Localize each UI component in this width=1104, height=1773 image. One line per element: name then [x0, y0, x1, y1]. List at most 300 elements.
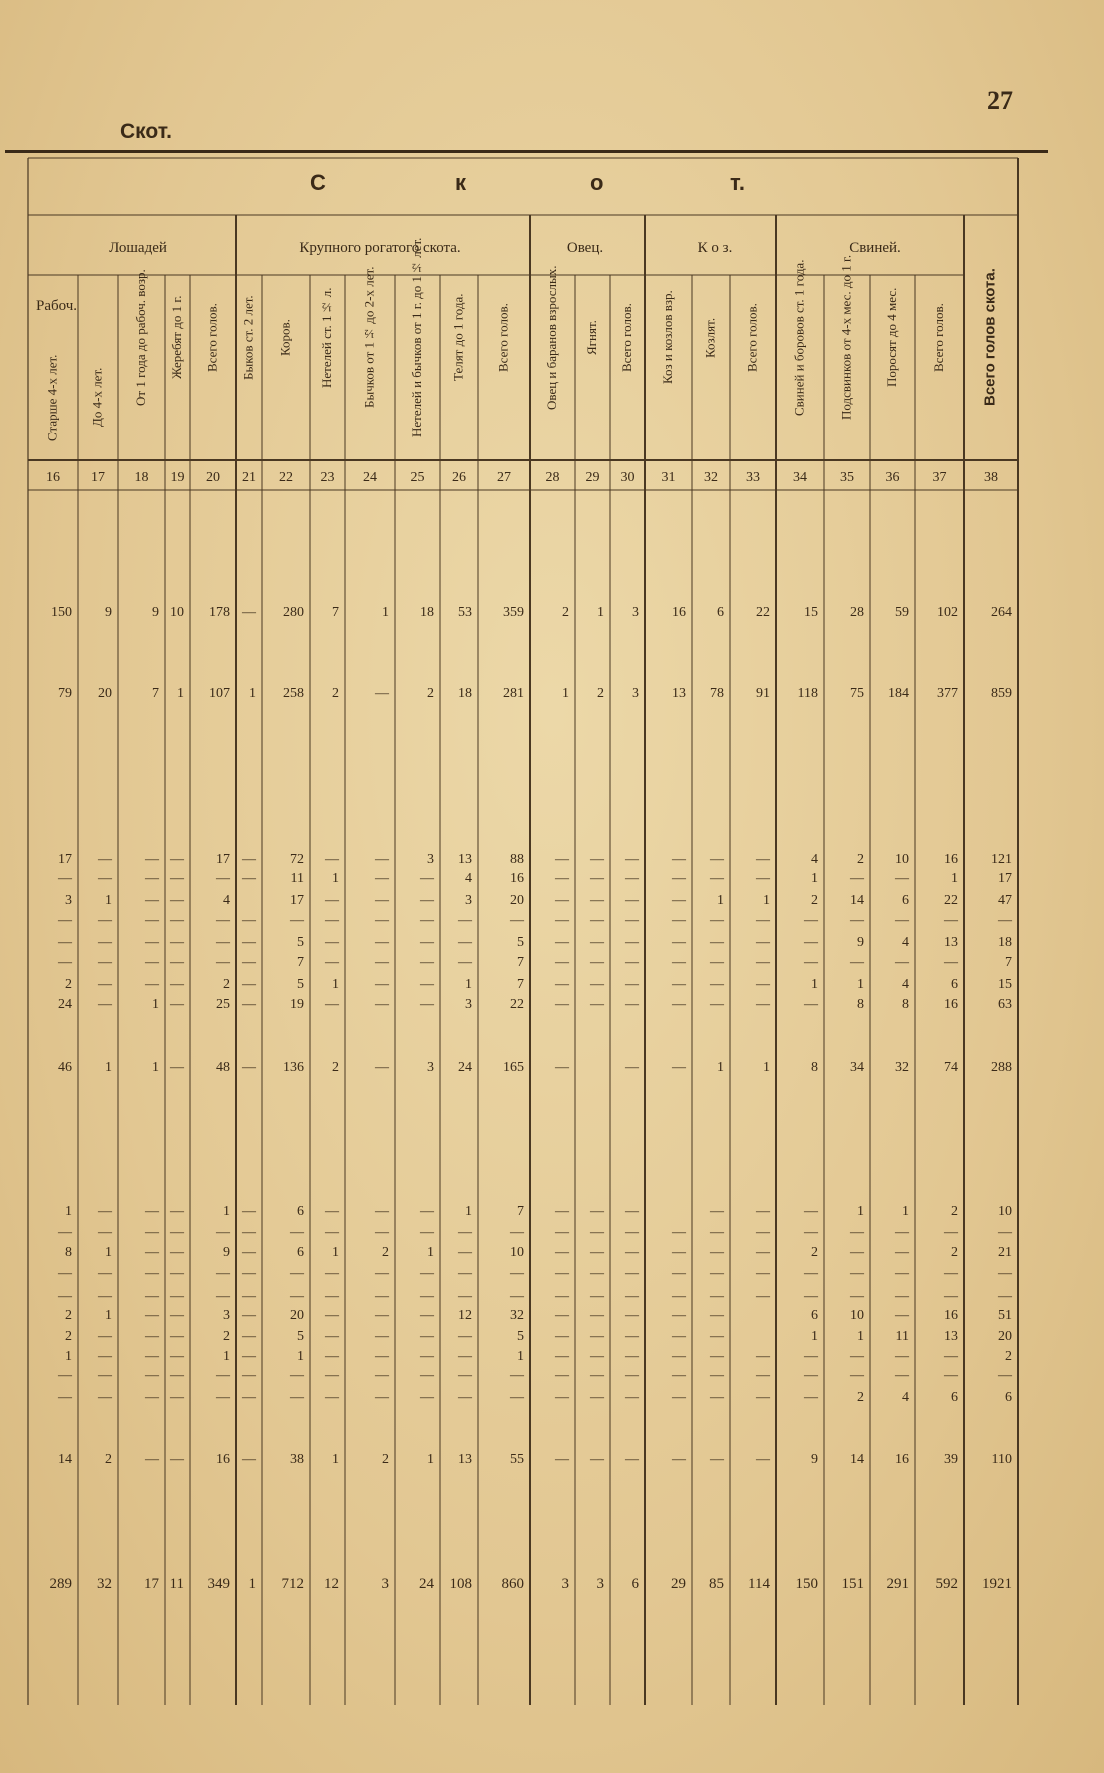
- table-cell: —: [756, 1368, 770, 1383]
- table-cell: —: [944, 1349, 958, 1364]
- table-cell: —: [145, 871, 159, 886]
- table-cell: 4: [902, 977, 909, 992]
- table-cell: 1: [332, 1245, 339, 1260]
- table-cell: —: [242, 1289, 256, 1304]
- column-header: Коров.: [277, 319, 293, 356]
- table-cell: 6: [902, 893, 909, 908]
- table-cell: —: [98, 1266, 112, 1281]
- table-cell: —: [420, 1289, 434, 1304]
- table-cell: —: [325, 1204, 339, 1219]
- table-cell: 1: [332, 977, 339, 992]
- table-cell: —: [710, 1368, 724, 1383]
- table-cell: 2: [427, 686, 434, 701]
- table-cell: 2: [951, 1245, 958, 1260]
- table-cell: 860: [501, 1576, 524, 1592]
- table-cell: —: [756, 1245, 770, 1260]
- table-cell: —: [756, 1289, 770, 1304]
- table-cell: 38: [290, 1452, 304, 1467]
- table-cell: —: [145, 1452, 159, 1467]
- column-header: До 4-х лет.: [89, 367, 105, 428]
- table-cell: —: [98, 1225, 112, 1240]
- table-cell: —: [590, 1452, 604, 1467]
- table-cell: 1: [763, 893, 770, 908]
- table-cell: 2: [1005, 1349, 1012, 1364]
- column-number: 35: [840, 470, 854, 485]
- table-cell: —: [895, 1245, 909, 1260]
- table-cell: —: [325, 852, 339, 867]
- table-cell: —: [625, 1266, 639, 1281]
- table-cell: —: [242, 1452, 256, 1467]
- table-cell: 280: [283, 605, 304, 620]
- table-cell: 9: [857, 935, 864, 950]
- table-cell: —: [710, 1204, 724, 1219]
- table-cell: 9: [152, 605, 159, 620]
- table-cell: —: [458, 1266, 472, 1281]
- table-cell: 151: [841, 1576, 864, 1592]
- table-cell: —: [998, 1266, 1012, 1281]
- table-cell: —: [170, 1390, 184, 1405]
- table-cell: —: [510, 913, 524, 928]
- table-cell: —: [672, 977, 686, 992]
- table-cell: —: [944, 1266, 958, 1281]
- table-cell: 79: [58, 686, 72, 701]
- table-cell: —: [555, 1329, 569, 1344]
- table-cell: 6: [951, 1390, 958, 1405]
- table-cell: 21: [998, 1245, 1012, 1260]
- table-cell: —: [375, 1349, 389, 1364]
- table-cell: 291: [886, 1576, 909, 1592]
- table-cell: 16: [672, 605, 686, 620]
- table-cell: —: [242, 935, 256, 950]
- table-cell: —: [850, 1349, 864, 1364]
- table-cell: —: [290, 1390, 304, 1405]
- table-cell: —: [216, 913, 230, 928]
- table-cell: 10: [510, 1245, 524, 1260]
- table-cell: —: [145, 1204, 159, 1219]
- column-header: Подсвинков от 4-х мес. до 1 г.: [838, 254, 854, 421]
- table-cell: 1: [857, 1204, 864, 1219]
- table-cell: —: [420, 1225, 434, 1240]
- table-cell: 178: [209, 605, 230, 620]
- table-cell: —: [672, 1308, 686, 1323]
- column-number: 22: [279, 470, 293, 485]
- table-cell: 17: [58, 852, 72, 867]
- table-cell: —: [804, 1390, 818, 1405]
- table-cell: —: [325, 1368, 339, 1383]
- table-cell: —: [672, 1368, 686, 1383]
- table-cell: —: [672, 935, 686, 950]
- table-cell: —: [590, 1329, 604, 1344]
- table-cell: 7: [517, 955, 524, 970]
- table-cell: 1: [465, 1204, 472, 1219]
- table-cell: 9: [223, 1245, 230, 1260]
- table-cell: —: [510, 1225, 524, 1240]
- table-cell: —: [944, 913, 958, 928]
- table-cell: 1: [105, 893, 112, 908]
- table-cell: —: [170, 955, 184, 970]
- table-cell: —: [420, 1204, 434, 1219]
- table-cell: —: [145, 1289, 159, 1304]
- table-cell: 1: [177, 686, 184, 701]
- column-number: 34: [793, 470, 807, 485]
- table-cell: —: [98, 1204, 112, 1219]
- table-cell: 2: [811, 893, 818, 908]
- table-cell: —: [625, 1289, 639, 1304]
- table-cell: 16: [944, 997, 958, 1012]
- table-cell: 10: [895, 852, 909, 867]
- table-cell: 1: [297, 1349, 304, 1364]
- table-cell: —: [555, 852, 569, 867]
- table-cell: —: [625, 852, 639, 867]
- table-cell: 6: [717, 605, 724, 620]
- table-cell: —: [756, 852, 770, 867]
- table-cell: 46: [58, 1060, 72, 1075]
- table-cell: —: [710, 1329, 724, 1344]
- column-header: Ягнят.: [584, 320, 600, 355]
- table-cell: —: [170, 1289, 184, 1304]
- table-cell: —: [850, 1225, 864, 1240]
- table-cell: —: [555, 1390, 569, 1405]
- table-cell: 1: [249, 686, 256, 701]
- table-cell: —: [625, 1452, 639, 1467]
- table-cell: —: [458, 913, 472, 928]
- table-cell: —: [555, 997, 569, 1012]
- table-cell: 8: [857, 997, 864, 1012]
- column-header: Козлят.: [702, 317, 718, 358]
- table-cell: —: [895, 1289, 909, 1304]
- table-cell: —: [170, 1329, 184, 1344]
- column-number: 32: [704, 470, 718, 485]
- table-cell: 5: [297, 935, 304, 950]
- table-cell: 859: [991, 686, 1012, 701]
- column-number: 31: [661, 470, 676, 485]
- table-cell: 24: [419, 1576, 434, 1592]
- table-cell: —: [242, 997, 256, 1012]
- table-cell: —: [242, 977, 256, 992]
- table-cell: 2: [332, 686, 339, 701]
- table-cell: 7: [152, 686, 159, 701]
- table-cell: —: [58, 1266, 72, 1281]
- table-cell: 14: [58, 1452, 72, 1467]
- table-cell: 1: [811, 871, 818, 886]
- table-cell: 150: [51, 605, 72, 620]
- table-cell: 108: [449, 1576, 472, 1592]
- table-cell: —: [590, 1368, 604, 1383]
- table-cell: 1: [811, 977, 818, 992]
- column-number: 17: [91, 470, 105, 485]
- table-cell: 3: [465, 893, 472, 908]
- table-cell: —: [170, 1266, 184, 1281]
- table-cell: —: [895, 1225, 909, 1240]
- table-cell: 3: [596, 1576, 604, 1592]
- table-cell: 1: [857, 977, 864, 992]
- table-cell: —: [804, 1225, 818, 1240]
- column-header: От 1 года до рабоч. возр.: [133, 269, 149, 406]
- table-cell: 6: [811, 1308, 818, 1323]
- table-cell: 11: [169, 1576, 184, 1592]
- table-cell: 281: [503, 686, 524, 701]
- table-cell: 16: [216, 1452, 230, 1467]
- table-cell: 22: [756, 605, 770, 620]
- table-cell: —: [590, 1308, 604, 1323]
- table-cell: —: [590, 1349, 604, 1364]
- table-cell: —: [242, 1308, 256, 1323]
- table-cell: —: [458, 1329, 472, 1344]
- table-cell: 2: [223, 977, 230, 992]
- table-cell: —: [242, 852, 256, 867]
- table-cell: —: [590, 1204, 604, 1219]
- group-header-goats: К о з.: [697, 240, 733, 256]
- table-cell: 20: [98, 686, 112, 701]
- table-cell: 3: [632, 605, 639, 620]
- table-cell: —: [804, 1349, 818, 1364]
- table-cell: 2: [65, 977, 72, 992]
- table-cell: 258: [283, 686, 304, 701]
- table-cell: 6: [631, 1576, 639, 1592]
- table-cell: —: [672, 1452, 686, 1467]
- table-cell: 24: [458, 1060, 472, 1075]
- table-cell: —: [625, 1245, 639, 1260]
- table-cell: —: [756, 1349, 770, 1364]
- table-cell: —: [590, 913, 604, 928]
- table-cell: 102: [937, 605, 958, 620]
- table-cell: —: [555, 935, 569, 950]
- table-cell: —: [170, 871, 184, 886]
- table-cell: —: [756, 1452, 770, 1467]
- table-cell: —: [58, 1390, 72, 1405]
- table-cell: —: [170, 1204, 184, 1219]
- table-cell: 32: [895, 1060, 909, 1075]
- column-header: Всего голов.: [619, 303, 635, 372]
- table-cell: 20: [510, 893, 524, 908]
- column-number: 28: [545, 470, 560, 485]
- table-cell: —: [375, 1308, 389, 1323]
- table-cell: 114: [748, 1576, 770, 1592]
- table-cell: 1: [105, 1060, 112, 1075]
- table-cell: 11: [290, 871, 304, 886]
- table-cell: —: [804, 935, 818, 950]
- table-cell: —: [420, 1368, 434, 1383]
- table-cell: —: [555, 1204, 569, 1219]
- table-cell: —: [375, 871, 389, 886]
- table-cell: —: [590, 977, 604, 992]
- table-cell: —: [625, 1349, 639, 1364]
- table-cell: 1: [717, 1060, 724, 1075]
- table-cell: —: [850, 1266, 864, 1281]
- table-cell: —: [804, 1266, 818, 1281]
- table-cell: —: [998, 1289, 1012, 1304]
- table-cell: 12: [324, 1576, 339, 1592]
- table-cell: —: [672, 893, 686, 908]
- table-cell: —: [458, 1368, 472, 1383]
- table-cell: —: [804, 1204, 818, 1219]
- table-cell: 1: [223, 1349, 230, 1364]
- table-cell: 3: [427, 852, 434, 867]
- table-cell: 2: [562, 605, 569, 620]
- table-cell: —: [420, 997, 434, 1012]
- table-cell: —: [555, 1349, 569, 1364]
- table-cell: 2: [223, 1329, 230, 1344]
- table-cell: —: [710, 1308, 724, 1323]
- table-cell: 53: [458, 605, 472, 620]
- table-cell: —: [325, 913, 339, 928]
- table-cell: —: [850, 1368, 864, 1383]
- table-cell: —: [510, 1368, 524, 1383]
- table-cell: —: [510, 1266, 524, 1281]
- table-cell: —: [555, 1245, 569, 1260]
- column-header: Жеребят до 1 г.: [169, 295, 185, 380]
- column-number: 33: [746, 470, 760, 485]
- table-cell: —: [672, 1390, 686, 1405]
- table-cell: 1: [332, 871, 339, 886]
- table-cell: —: [98, 935, 112, 950]
- table-cell: 4: [902, 1390, 909, 1405]
- table-cell: 13: [944, 1329, 958, 1344]
- table-cell: 28: [850, 605, 864, 620]
- table-cell: —: [420, 935, 434, 950]
- table-cell: —: [710, 1390, 724, 1405]
- column-header: Бычков от 1½ до 2-х лет.: [361, 266, 377, 409]
- table-cell: —: [590, 871, 604, 886]
- table-cell: —: [710, 1452, 724, 1467]
- table-cell: —: [58, 913, 72, 928]
- table-cell: 6: [297, 1204, 304, 1219]
- table-cell: 16: [944, 1308, 958, 1323]
- table-cell: —: [895, 955, 909, 970]
- table-cell: 48: [216, 1060, 230, 1075]
- section-title: Скот.: [120, 120, 172, 143]
- table-cell: 1: [562, 686, 569, 701]
- table-cell: —: [98, 955, 112, 970]
- table-cell: 2: [811, 1245, 818, 1260]
- table-cell: —: [710, 997, 724, 1012]
- table-cell: —: [242, 1349, 256, 1364]
- table-cell: —: [290, 1368, 304, 1383]
- table-cell: 7: [1005, 955, 1012, 970]
- column-header: Всего голов.: [495, 303, 511, 372]
- table-cell: —: [170, 1225, 184, 1240]
- table-cell: —: [590, 1245, 604, 1260]
- table-cell: —: [242, 1245, 256, 1260]
- table-cell: —: [170, 913, 184, 928]
- table-cell: —: [170, 977, 184, 992]
- table-cell: 1: [105, 1308, 112, 1323]
- title-letter: т.: [730, 170, 745, 195]
- table-cell: 1: [223, 1204, 230, 1219]
- table-cell: 110: [991, 1452, 1012, 1467]
- column-header: Телят до 1 года.: [450, 293, 466, 382]
- table-cell: —: [625, 1225, 639, 1240]
- title-letter: к: [455, 170, 467, 195]
- table-cell: —: [375, 935, 389, 950]
- table-cell: —: [555, 1368, 569, 1383]
- table-cell: —: [555, 1289, 569, 1304]
- table-cell: 1: [857, 1329, 864, 1344]
- table-cell: —: [458, 1349, 472, 1364]
- table-cell: 9: [811, 1452, 818, 1467]
- table-cell: 7: [517, 1204, 524, 1219]
- table-cell: 78: [710, 686, 724, 701]
- column-header: Всего голов.: [931, 303, 947, 372]
- table-cell: —: [710, 977, 724, 992]
- table-cell: —: [625, 1308, 639, 1323]
- table-cell: —: [325, 893, 339, 908]
- table-cell: —: [710, 871, 724, 886]
- table-cell: —: [375, 1368, 389, 1383]
- table-cell: —: [804, 1289, 818, 1304]
- table-cell: —: [375, 1204, 389, 1219]
- table-cell: —: [170, 1368, 184, 1383]
- table-cell: 349: [207, 1576, 230, 1592]
- table-cell: 51: [998, 1308, 1012, 1323]
- table-cell: —: [895, 913, 909, 928]
- table-cell: —: [590, 955, 604, 970]
- column-number: 30: [620, 470, 635, 485]
- table-cell: 6: [297, 1245, 304, 1260]
- table-cell: —: [98, 997, 112, 1012]
- table-cell: —: [242, 1329, 256, 1344]
- table-cell: —: [58, 1225, 72, 1240]
- table-cell: —: [672, 913, 686, 928]
- table-cell: —: [672, 871, 686, 886]
- table-cell: —: [625, 955, 639, 970]
- table-cell: 592: [935, 1576, 958, 1592]
- table-cell: 32: [510, 1308, 524, 1323]
- table-cell: —: [170, 1452, 184, 1467]
- table-cell: 5: [297, 977, 304, 992]
- table-cell: 55: [510, 1452, 524, 1467]
- table-cell: 6: [1005, 1390, 1012, 1405]
- table-cell: 14: [850, 893, 864, 908]
- table-cell: —: [944, 1289, 958, 1304]
- table-cell: 34: [850, 1060, 864, 1075]
- table-cell: 17: [216, 852, 230, 867]
- table-cell: 4: [902, 935, 909, 950]
- table-cell: 264: [991, 605, 1012, 620]
- group-header-pigs: Свиней.: [849, 240, 901, 256]
- table-cell: —: [420, 913, 434, 928]
- table-cell: —: [375, 913, 389, 928]
- table-cell: 3: [223, 1308, 230, 1323]
- table-cell: 121: [991, 852, 1012, 867]
- table-cell: 39: [944, 1452, 958, 1467]
- title-letter: С: [310, 170, 326, 195]
- table-cell: —: [420, 871, 434, 886]
- table-cell: 1: [517, 1349, 524, 1364]
- table-cell: 1: [717, 893, 724, 908]
- table-cell: —: [145, 955, 159, 970]
- table-cell: —: [555, 1060, 569, 1075]
- table-cell: —: [625, 893, 639, 908]
- table-cell: 88: [510, 852, 524, 867]
- table-cell: —: [458, 1289, 472, 1304]
- table-cell: —: [756, 1225, 770, 1240]
- table-cell: —: [710, 1266, 724, 1281]
- table-cell: —: [555, 1266, 569, 1281]
- column-header: Быков ст. 2 лет.: [240, 295, 256, 380]
- table-cell: —: [375, 997, 389, 1012]
- table-cell: 136: [283, 1060, 304, 1075]
- column-header: Всего голов.: [744, 303, 760, 372]
- table-cell: —: [756, 913, 770, 928]
- table-cell: 1: [382, 605, 389, 620]
- table-cell: 11: [895, 1329, 909, 1344]
- table-cell: —: [756, 1390, 770, 1405]
- table-cell: —: [804, 913, 818, 928]
- table-cell: —: [756, 1204, 770, 1219]
- table-cell: 3: [427, 1060, 434, 1075]
- table-cell: 1: [763, 1060, 770, 1075]
